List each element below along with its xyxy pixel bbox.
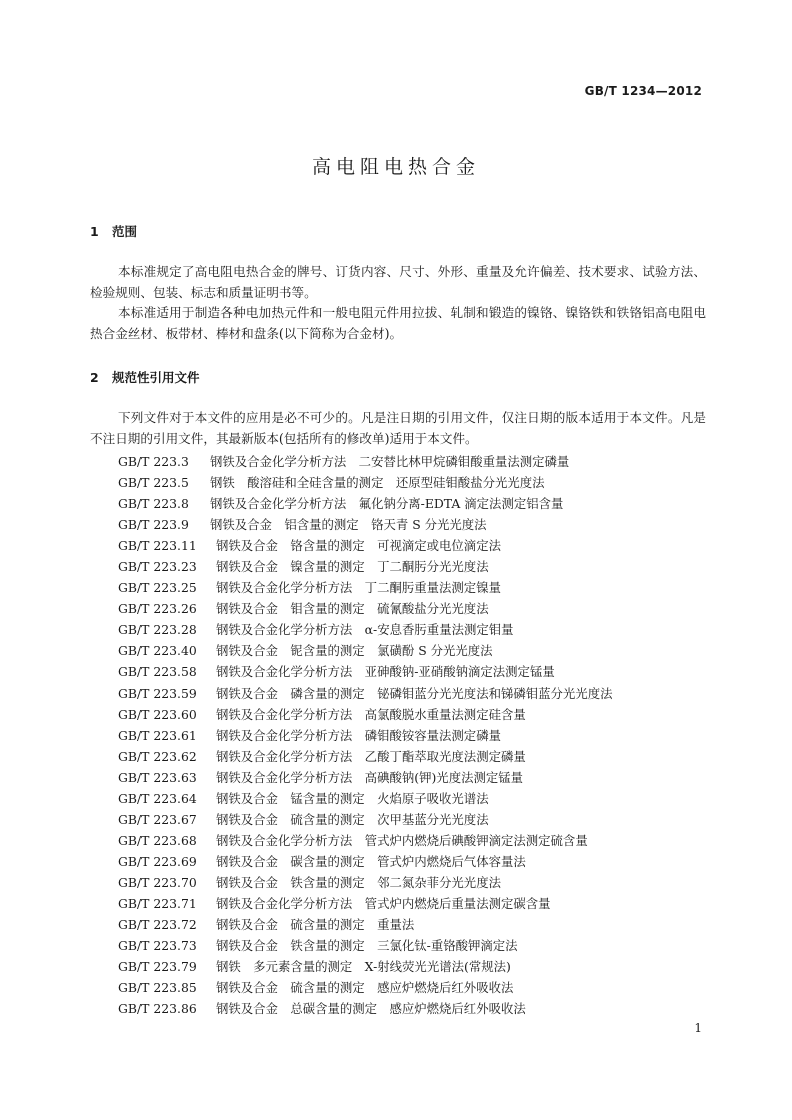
reference-item	[118, 809, 718, 830]
reference-title: 钢铁及合金化学分析方法 乙酸丁酯萃取光度法测定磷量	[216, 748, 526, 764]
reference-item	[118, 598, 718, 619]
reference-code: GB/T 223.3	[118, 454, 189, 469]
reference-title: 钢铁及合金 硫含量的测定 重量法	[216, 917, 415, 933]
reference-code: GB/T 223.11	[118, 538, 197, 554]
reference-title: 钢铁及合金化学分析方法 α-安息香肟重量法测定钼量	[216, 622, 514, 638]
reference-title: 钢铁及合金 总碳含量的测定 感应炉燃烧后红外吸收法	[216, 1001, 526, 1017]
reference-item	[118, 619, 718, 640]
page-number: 1	[694, 1021, 702, 1035]
reference-code: GB/T 223.79	[118, 959, 197, 975]
reference-title: 钢铁及合金 铌含量的测定 氯磺酚 S 分光光度法	[216, 643, 493, 659]
reference-title: 钢铁及合金 镍含量的测定 丁二酮肟分光光度法	[216, 559, 489, 575]
reference-title: 钢铁及合金化学分析方法 丁二酮肟重量法测定镍量	[216, 580, 501, 596]
section-2-heading	[90, 368, 200, 386]
reference-title: 钢铁及合金化学分析方法 二安替比林甲烷磷钼酸重量法测定磷量	[210, 454, 570, 469]
reference-title: 钢铁及合金化学分析方法 亚砷酸钠-亚硝酸钠滴定法测定锰量	[216, 664, 555, 680]
reference-item	[118, 788, 718, 809]
reference-title: 钢铁 酸溶硅和全硅含量的测定 还原型硅钼酸盐分光光度法	[210, 475, 545, 491]
reference-code: GB/T 223.67	[118, 811, 197, 827]
reference-item	[118, 640, 718, 661]
reference-title: 钢铁及合金 磷含量的测定 铋磷钼蓝分光光度法和锑磷钼蓝分光光度法	[216, 685, 613, 701]
reference-code: GB/T 223.62	[118, 748, 197, 764]
reference-list	[118, 451, 718, 1019]
section-number: 2	[90, 370, 99, 385]
reference-title: 钢铁及合金 碳含量的测定 管式炉内燃烧后气体容量法	[216, 853, 526, 869]
reference-item	[118, 851, 718, 872]
reference-item	[118, 556, 718, 577]
reference-code: GB/T 223.58	[118, 664, 197, 680]
reference-code: GB/T 223.63	[118, 769, 197, 785]
reference-item	[118, 451, 718, 472]
reference-item	[118, 893, 718, 914]
reference-code: GB/T 223.68	[118, 832, 197, 848]
reference-item	[118, 935, 718, 956]
reference-code: GB/T 223.86	[118, 1001, 197, 1017]
reference-code: GB/T 223.70	[118, 874, 197, 890]
reference-code: GB/T 223.9	[118, 517, 189, 533]
reference-code: GB/T 223.59	[118, 685, 197, 701]
document-title: 高电阻电热合金	[311, 156, 480, 178]
reference-title: 钢铁及合金化学分析方法 管式炉内燃烧后重量法测定碳含量	[216, 895, 551, 911]
section-title: 规范性引用文件	[112, 370, 200, 385]
reference-title: 钢铁及合金 铁含量的测定 邻二氮杂菲分光光度法	[216, 874, 501, 890]
reference-item	[118, 998, 718, 1019]
reference-code: GB/T 223.26	[118, 601, 197, 617]
reference-title: 钢铁及合金化学分析方法 氟化钠分离-EDTA 滴定法测定铝含量	[210, 496, 564, 512]
reference-item	[118, 830, 718, 851]
reference-item	[118, 493, 718, 514]
reference-item	[118, 767, 718, 788]
section-1-heading	[90, 222, 137, 240]
reference-title: 钢铁及合金 铝含量的测定 铬天青 S 分光光度法	[210, 517, 487, 533]
reference-item	[118, 977, 718, 998]
reference-item	[118, 661, 718, 682]
standard-code: GB/T 1234—2012	[584, 84, 702, 98]
reference-code: GB/T 223.23	[118, 559, 197, 575]
reference-code: GB/T 223.85	[118, 980, 197, 996]
reference-code: GB/T 223.40	[118, 643, 197, 659]
reference-code: GB/T 223.71	[118, 895, 197, 911]
reference-title: 钢铁及合金化学分析方法 管式炉内燃烧后碘酸钾滴定法测定硫含量	[216, 832, 588, 848]
reference-title: 钢铁及合金化学分析方法 磷钼酸铵容量法测定磷量	[216, 727, 501, 743]
reference-code: GB/T 223.73	[118, 938, 197, 954]
reference-title: 钢铁及合金化学分析方法 高碘酸钠(钾)光度法测定锰量	[216, 769, 524, 785]
paragraph: 下列文件对于本文件的应用是必不可少的。凡是注日期的引用文件，仅注日期的版本适用于本文件。凡是不注日期的引用文件，其最新版本(包括所有的修改单)适用于本文件。	[90, 410, 706, 446]
reference-item	[118, 872, 718, 893]
reference-item	[118, 683, 718, 704]
reference-item	[118, 956, 718, 977]
reference-title: 钢铁 多元素含量的测定 X-射线荧光光谱法(常规法)	[216, 959, 511, 975]
reference-code: GB/T 223.69	[118, 853, 197, 869]
reference-code: GB/T 223.64	[118, 790, 197, 806]
reference-code: GB/T 223.28	[118, 622, 197, 638]
reference-item	[118, 577, 718, 598]
reference-code: GB/T 223.60	[118, 706, 197, 722]
paragraph: 本标准规定了高电阻电热合金的牌号、订货内容、尺寸、外形、重量及允许偏差、技术要求、试验方法、检验规则、包装、标志和质量证明书等。	[90, 264, 706, 300]
reference-title: 钢铁及合金 钼含量的测定 硫氰酸盐分光光度法	[216, 601, 489, 617]
reference-item	[118, 914, 718, 935]
reference-item	[118, 535, 718, 556]
reference-item	[118, 725, 718, 746]
reference-code: GB/T 223.72	[118, 917, 197, 933]
reference-item	[118, 514, 718, 535]
reference-code: GB/T 223.25	[118, 580, 197, 596]
reference-title: 钢铁及合金 硫含量的测定 感应炉燃烧后红外吸收法	[216, 980, 514, 996]
reference-item	[118, 704, 718, 725]
reference-title: 钢铁及合金 硫含量的测定 次甲基蓝分光光度法	[216, 811, 489, 827]
reference-code: GB/T 223.5	[118, 475, 189, 491]
paragraph: 本标准适用于制造各种电加热元件和一般电阻元件用拉拔、轧制和锻造的镍铬、镍铬铁和铁铬铝高电阻电热合金丝材、板带材、棒材和盘条(以下简称为合金材)。	[90, 305, 706, 341]
reference-item	[118, 472, 718, 493]
section-title: 范围	[112, 224, 138, 239]
reference-title: 钢铁及合金 铁含量的测定 三氯化钛-重铬酸钾滴定法	[216, 938, 518, 954]
reference-title: 钢铁及合金化学分析方法 高氯酸脱水重量法测定硅含量	[216, 706, 526, 722]
reference-item	[118, 746, 718, 767]
reference-code: GB/T 223.8	[118, 496, 189, 512]
reference-title: 钢铁及合金 铬含量的测定 可视滴定或电位滴定法	[216, 538, 501, 554]
section-number: 1	[90, 224, 99, 239]
reference-title: 钢铁及合金 锰含量的测定 火焰原子吸收光谱法	[216, 790, 489, 806]
reference-code: GB/T 223.61	[118, 727, 197, 743]
